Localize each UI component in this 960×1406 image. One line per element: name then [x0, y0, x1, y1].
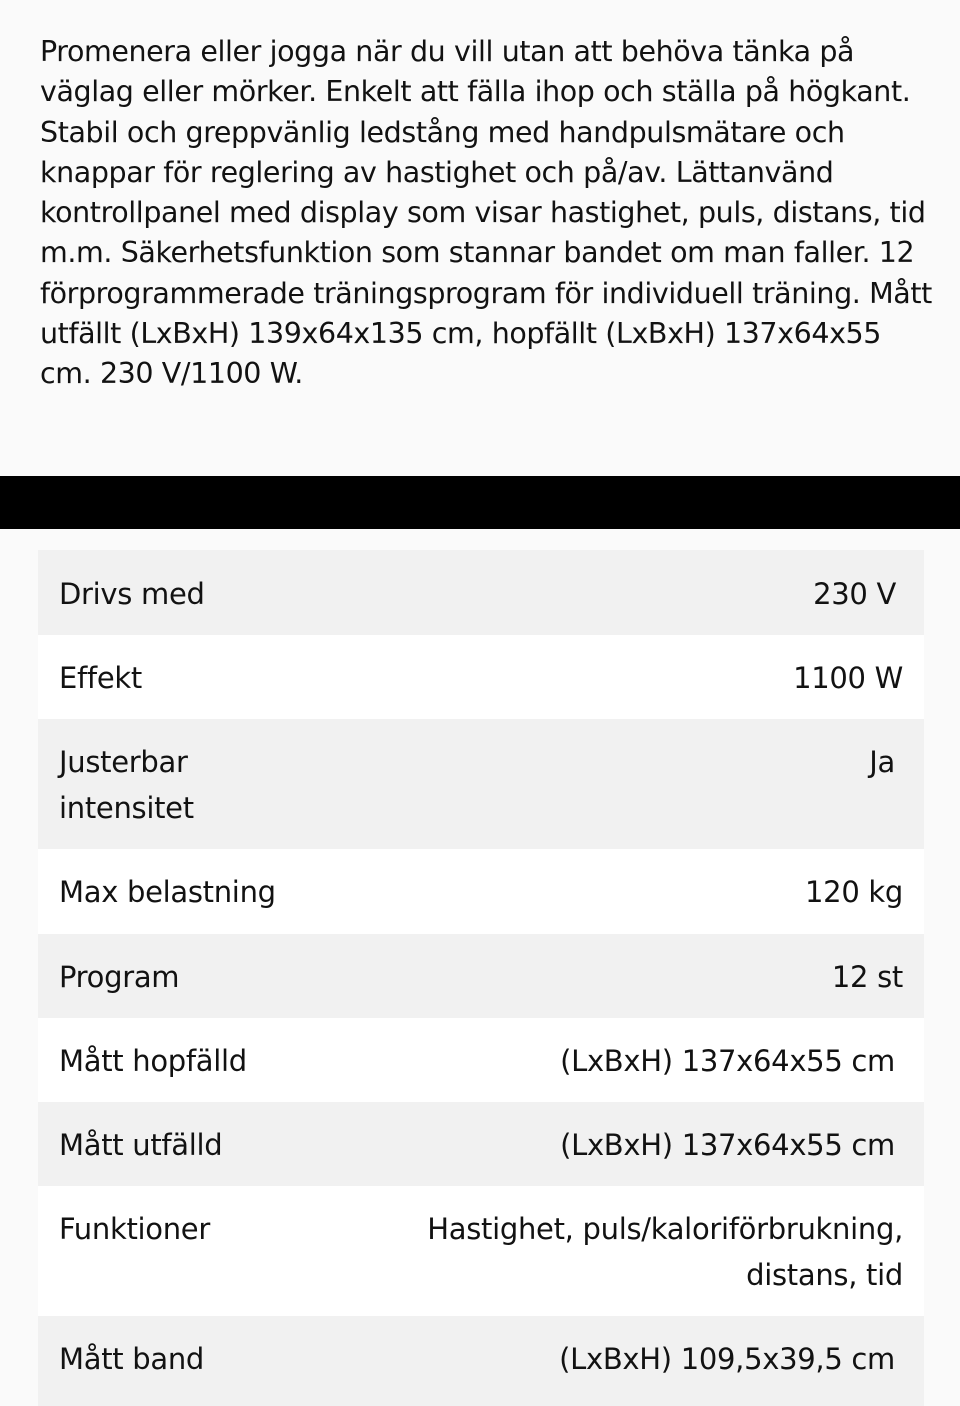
spec-value: Hastighet, puls/kaloriförbrukning, distans, tid	[427, 1212, 903, 1292]
product-description: Promenera eller jogga när du vill utan att behöva tänka på väglag eller mörker. Enkelt att fälla ihop och ställa på högkant. Stabil och greppvänlig ledstång med handpulsmätare och knappar för reglering av hastighet och på/av. Lättanvänd kontrollpanel med display som visar hastighet, puls, distans, tid m.m. Säkerhetsfunktion som stannar bandet om man faller. 12 förprogrammerade träningsprogram för individuell träning. Mått utfällt (LxBxH) 139x64x135 cm, hopfällt (LxBxH) 137x64x55 cm. 230 V/1100 W.	[40, 35, 932, 391]
spec-label: Justerbar intensitet	[59, 745, 194, 825]
spec-label: Funktioner	[59, 1212, 210, 1246]
spec-label: Mått band	[59, 1342, 205, 1376]
spec-label: Mått hopfälld	[59, 1044, 247, 1078]
spec-row-effekt	[38, 635, 924, 719]
spec-row-program	[38, 934, 924, 1018]
spec-label: Max belastning	[59, 875, 276, 909]
spec-label: Effekt	[59, 661, 142, 695]
spec-table	[38, 550, 924, 1406]
section-divider-band	[0, 476, 960, 529]
spec-value: 1100 W	[793, 661, 903, 695]
spec-value: (LxBxH) 137x64x55 cm	[560, 1128, 895, 1162]
spec-row-funktioner	[38, 1186, 924, 1316]
spec-label: Drivs med	[59, 577, 205, 611]
spec-row-drivs-med	[38, 550, 924, 635]
spec-value: (LxBxH) 137x64x55 cm	[560, 1044, 895, 1078]
spec-label: Program	[59, 960, 180, 994]
spec-row-matt-band	[38, 1316, 924, 1406]
spec-row-matt-utfalld	[38, 1102, 924, 1186]
spec-row-justerbar-intensitet	[38, 719, 924, 849]
spec-value: Ja	[869, 745, 895, 779]
spec-value: 230 V	[813, 577, 896, 611]
spec-value: 12 st	[831, 960, 903, 994]
spec-label: Mått utfälld	[59, 1128, 223, 1162]
spec-value: 120 kg	[805, 875, 903, 909]
spec-row-matt-hopfalld	[38, 1018, 924, 1102]
spec-row-max-belastning	[38, 849, 924, 934]
spec-value: (LxBxH) 109,5x39,5 cm	[559, 1342, 895, 1376]
